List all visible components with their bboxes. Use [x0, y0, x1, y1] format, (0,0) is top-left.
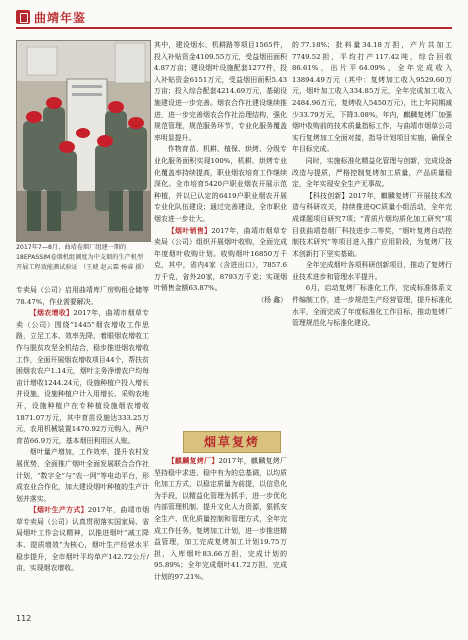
paragraph: 【科技创新】2017年，麒麟复烤厂开展技术改造与科研攻关，持续推进QC质量小组活动，全年完成课题项目研究7项；“青质片烟均质化加工研究”项目获曲靖卷烟厂科技进步二等奖，“烟叶复烤自动控制技术研究”等项目进入推广应用阶段，为复烤厂技术创新打下坚实基础。 [292, 191, 452, 258]
photo-caption [16, 243, 149, 273]
section-body: 2017年，曲靖市烟草专卖（公司）围绕“1445”烟农增收工作思路，立足工本、效率先降，着眼烟农增收工作与脱贫攻坚全机结合，稳步推进烟农增收工作，全面开展烟农增收项目44个，帮扶贫困烟农农户1.14元，烟叶主务净增农户均每亩计增收1244.24元，设施种植户投入增长并设施，设施种植户计入用增长、采购农地开，设施种植户在专种植设施烟农增收1871.07万元，其中育苗设施达333.25万元，农用机械装置1470.92万元购入，两户育苗66.9万元，基本烟田利用区人账。 [16, 309, 149, 445]
paragraph-continuation: 其中，建设烟水、机耕路等项目1565件，投入补贴资金4109.55万元，受益烟田面积4.87万亩；建设烟叶设施配套1277件，投入补贴资金6151万元，受益烟田面积5.43万亩；投入综合配套4214.69万元，基础设施建设进一步完善。烟农合作社建设继续推进，进一步完善烟农合作社治理结构，强化规范管理，规范服务环节，专业化服务覆盖率明显提升。 [154, 41, 287, 142]
section-body: 2017年，曲靖市烟草专卖局（公司）组织开展烟叶收购，全面完成年度烟叶收购计划。收购烟叶16850万千克，其中，省内4家（含进出口），7857.6万千克，省外20家，8793万千克；实现烟叶销售金额63.87%。 [154, 226, 287, 293]
header-rule [16, 27, 452, 29]
section-qilin-redrying [154, 456, 287, 584]
column-middle-lower [154, 456, 287, 584]
section-body: 2017年，麒麟复烤厂坚持稳中求进、稳中有为的总基调，以均质化加工方式，以稳定质量为前提，以信息化为手段，以精益化管理为抓手，进一步优化内部管理机制、提升文化人力资源，狠抓安全生产、优化质量控制和管理方式，全年完成工作任务，复烤加工计划，进一步推进精益管理，加工完成复烤加工计划19.75万担，入库烟叶83.66万担，完成计划的95.89%；全年完成烟叶41.72万担，完成计划的97.21%。 [154, 457, 287, 581]
section-heading: 【麒麟复烤厂】 [167, 457, 219, 465]
yearbook-logo-icon [16, 10, 30, 24]
column-middle [154, 40, 287, 307]
section-title: 烟草复烤 [203, 435, 260, 449]
paragraph-continuation: 的77.18%；批料量34.18万担，产片共加工7749.52担，平均打产117.42吨，综合回收86.61%，出片平64.09%，全年完成收入13894.49万元（其中：复烤加工收入9529.60万元，烟叶加工收入334.85万元，全年完成加工收入2484.96万元，复烤收入5450万元），比上年同期减少33.79万元，下降3.08%。年内，麒麟复烤厂加强烟叶收购前的技术质量指标工作，与曲靖市烟草公司实行复烤加工全面对接，指导计划项目实施，确保全年目标完成。 [292, 41, 452, 154]
caption-text: 2017年7—8月，曲靖卷烟厂组建一期的18EPASSIM卷烟机组调度为中支烟的生产机型开展工程效能测试验证 [16, 244, 144, 271]
paragraph: 全年完成烟叶各项科研创新项目，推动了复烤行业技术进步和管理水平提升。 [292, 261, 452, 281]
factory-workers-photo [16, 40, 151, 242]
section-title-box [183, 431, 281, 453]
column-right [292, 40, 452, 330]
author-credit: （杨 鑫） [257, 296, 287, 305]
caption-credit: （王琥 赵云霖 杨睿 摄） [79, 264, 148, 271]
section-heading: 【烟农增收】 [29, 309, 74, 318]
section-tobacco-farmer-income [16, 308, 149, 447]
section-body: 2017年，曲靖市烟草专卖局（公司）认真贯彻落实国家局、省局烟叶工作会议精神，以推进烟叶“减工降本、提质增效”为核心，烟叶生产经营水平稳步提升，全市烟叶平均单产142.72公斤/亩，实现烟农增收。 [16, 506, 149, 573]
paragraph: 作物育苗、机耕、植保、烘烤、分级专业化服务面积实现100%，机耕、烘烤专业化覆盖率持续提高，职业烟农培育工作继续深化。全市培育5420户职业烟农开展示范种植，并以已认定的6419户职业烟农开展专业化队伍建设；通过完善建设，全市职业烟农进一步壮大。 [154, 145, 287, 223]
paragraph: 同时，实施标准化精益化管理与创新，完成设备改造与提质，严格控制复烤加工质量，产品质量稳定，全年实现安全生产无事故。 [292, 156, 452, 189]
workers-moving-equipment-illustration [17, 41, 150, 241]
paragraph-continuation: 专卖局（公司）启用曲靖库厂房购租仓储等78.47%，作业需要解决。 [16, 286, 149, 306]
section-production-method [16, 505, 149, 575]
paragraph: 烟叶量产增加，工作效率，提升农村发展优势，全面推广烟叶全面发展联合合作社计划，“数字全”与“农一网”等电动平台，形成农业合作化，加大建设烟叶种植的生产计划并落实。 [16, 448, 149, 503]
paragraph: 6月，启动复烤厂标准化工作，完成标准体系文件编制工作，进一步规范生产经营管理，提升标准化水平，全面完成了年度标准化工作目标，推动复烤厂管理规范化与标准化建设。 [292, 284, 452, 328]
section-heading: 【烟叶销售】 [167, 226, 212, 235]
page-number: 112 [16, 614, 32, 623]
running-title: 曲靖年鉴 [34, 11, 87, 25]
section-tobacco-sales [154, 226, 287, 296]
column-left [16, 285, 149, 575]
section-heading: 【烟叶生产方式】 [29, 506, 88, 515]
page-header [0, 0, 468, 34]
